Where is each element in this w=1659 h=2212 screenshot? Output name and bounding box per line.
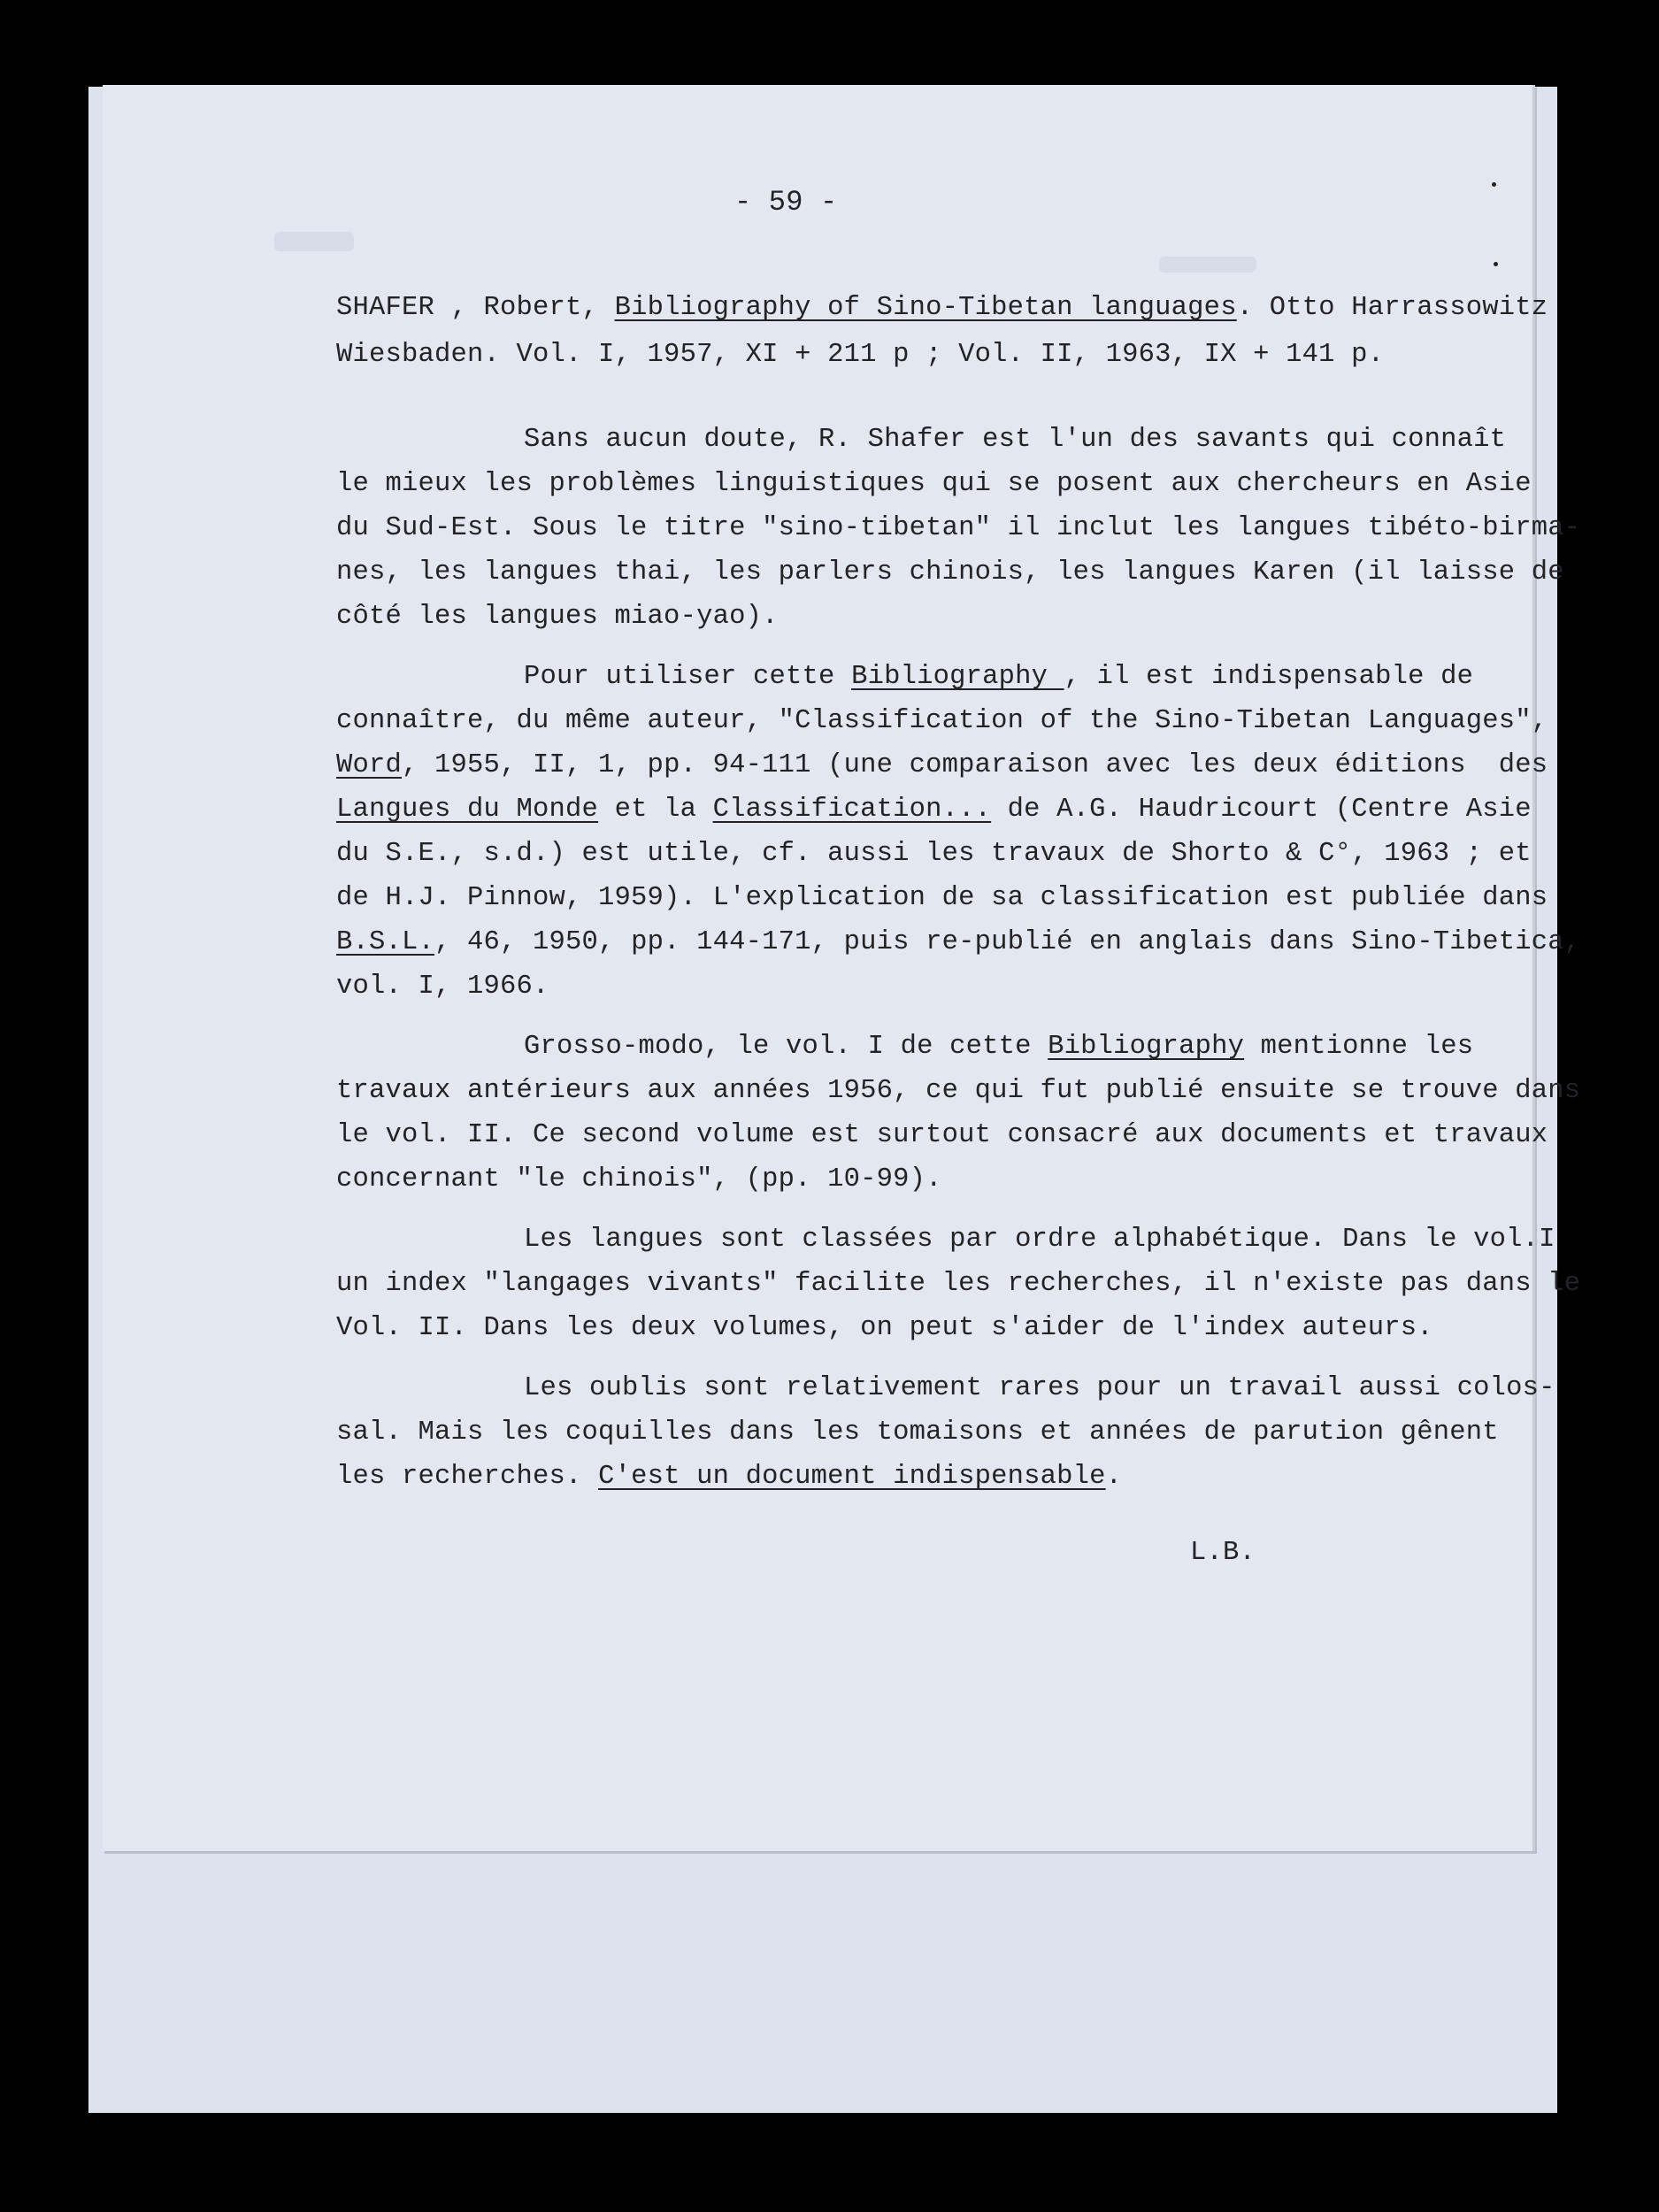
paragraph4-line: Les langues sont classées par ordre alphabétique. Dans le vol.I — [524, 1225, 1555, 1255]
underlined-title: Bibliography — [1048, 1032, 1245, 1062]
paragraph1-line: du Sud-Est. Sous le titre "sino-tibetan" il inclut les langues tibéto-birma- — [336, 513, 1581, 543]
underlined-journal: B.S.L. — [336, 927, 435, 957]
paragraph1-line: Sans aucun doute, R. Shafer est l'un des savants qui connaît — [524, 425, 1507, 455]
text-run: Pour utiliser cette — [524, 662, 852, 692]
paragraph1-line: côté les langues miao-yao). — [336, 602, 779, 632]
dust-speck — [1492, 182, 1496, 187]
text-run: , il est indispensable de — [1064, 662, 1474, 692]
text-run: les recherches. — [336, 1462, 599, 1492]
underlined-conclusion: C'est un document indispensable — [598, 1462, 1106, 1492]
underlined-title: Bibliography — [851, 662, 1064, 692]
dust-speck — [1494, 262, 1498, 266]
paragraph2-line — [524, 662, 1473, 692]
paragraph5-line: sal. Mais les coquilles dans les tomaisons et années de parution gênent — [336, 1417, 1499, 1448]
paragraph4-line: un index "langages vivants" facilite les recherches, il n'existe pas dans le — [336, 1269, 1581, 1299]
paragraph3-line — [524, 1032, 1473, 1062]
paragraph2-line — [336, 927, 1580, 957]
paragraph2-line: de H.J. Pinnow, 1959). L'explication de sa classification est publiée dans — [336, 883, 1548, 913]
paragraph5-line — [336, 1462, 1122, 1492]
paragraph3-line: concernant "le chinois", (pp. 10-99). — [336, 1164, 942, 1194]
paragraph2-line — [336, 795, 1532, 825]
citation-title: Bibliography of Sino-Tibetan languages — [614, 293, 1237, 323]
paragraph3-line: travaux antérieurs aux années 1956, ce qui fut publié ensuite se trouve dans — [336, 1076, 1581, 1106]
citation-publisher: . Otto Harrassowitz — [1236, 293, 1548, 323]
bleed-through-mark — [274, 232, 354, 251]
text-run: . — [1105, 1462, 1123, 1492]
paragraph3-line: le vol. II. Ce second volume est surtout consacré aux documents et travaux — [336, 1120, 1548, 1150]
signature-initials: L.B. — [1190, 1538, 1256, 1568]
paragraph1-line: nes, les langues thai, les parlers chinois, les langues Karen (il laisse de — [336, 557, 1564, 588]
citation-author: SHAFER , Robert, — [336, 293, 599, 323]
text-run: de A.G. Haudricourt (Centre Asie — [991, 795, 1532, 825]
underlined-journal: Word — [336, 750, 403, 780]
text-run: mentionne les — [1244, 1032, 1474, 1062]
citation-line-2: Wiesbaden. Vol. I, 1957, XI + 211 p ; Vol. II, 1963, IX + 141 p. — [336, 340, 1385, 370]
citation-line-1 — [336, 293, 1548, 323]
paragraph2-line — [336, 750, 1548, 780]
paragraph2-line: connaître, du même auteur, "Classification of the Sino-Tibetan Languages", — [336, 706, 1548, 736]
text-run: , 46, 1950, pp. 144-171, puis re-publié en anglais dans Sino-Tibetica, — [434, 927, 1581, 957]
text-run: , 1955, II, 1, pp. 94-111 (une comparaison avec les deux éditions des — [402, 750, 1548, 780]
bleed-through-mark — [1159, 257, 1256, 273]
paragraph2-line: du S.E., s.d.) est utile, cf. aussi les travaux de Shorto & C°, 1963 ; et — [336, 839, 1532, 869]
paragraph4-line: Vol. II. Dans les deux volumes, on peut s'aider de l'index auteurs. — [336, 1313, 1433, 1343]
paragraph5-line: Les oublis sont relativement rares pour un travail aussi colos- — [524, 1373, 1555, 1403]
underlined-title: Classification... — [712, 795, 992, 825]
text-run: Grosso-modo, le vol. I de cette — [524, 1032, 1048, 1062]
text-run: et la — [598, 795, 713, 825]
underlined-title: Langues du Monde — [336, 795, 599, 825]
paragraph1-line: le mieux les problèmes linguistiques qui se posent aux chercheurs en Asie — [336, 469, 1532, 499]
paragraph2-line: vol. I, 1966. — [336, 972, 549, 1002]
page-number: - 59 - — [734, 186, 838, 219]
